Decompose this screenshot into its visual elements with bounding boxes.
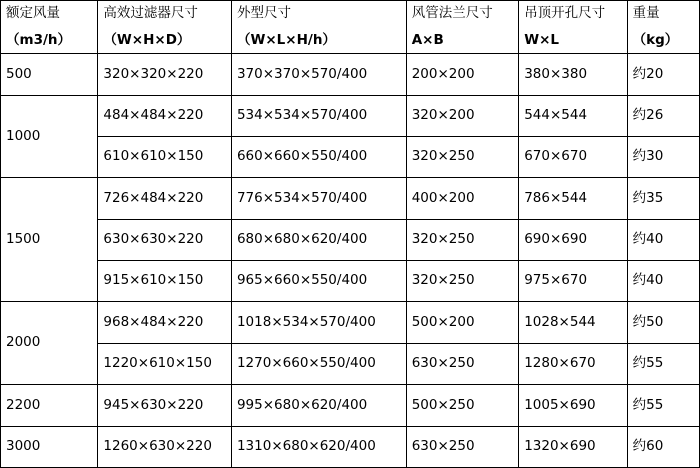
header-weight [627, 1, 699, 54]
table-row [1, 136, 700, 177]
cell-ceiling-opening: 1320×690 [519, 426, 627, 468]
header-outer-dimension-line1: 外型尺寸 [236, 5, 291, 21]
cell-duct-flange: 630×250 [406, 343, 518, 384]
header-filter-size [98, 1, 232, 54]
table-row [1, 385, 700, 426]
cell-weight: 约60 [627, 426, 699, 468]
cell-duct-flange: 500×200 [406, 302, 518, 343]
cell-outer-dimension: 660×660×550/400 [231, 136, 406, 177]
cell-weight: 约55 [627, 343, 699, 384]
cell-outer-dimension: 1310×680×620/400 [231, 426, 406, 468]
cell-airflow: 500 [1, 54, 98, 95]
header-ceiling-opening [519, 1, 627, 54]
cell-outer-dimension: 370×370×570/400 [231, 54, 406, 95]
cell-filter-size: 1260×630×220 [98, 426, 232, 468]
cell-filter-size: 1220×610×150 [98, 343, 232, 384]
table-header-row [1, 1, 700, 54]
cell-airflow: 3000 [1, 426, 98, 468]
header-ceiling-opening-line1: 吊顶开孔尺寸 [524, 5, 606, 21]
header-duct-flange-line2: A×B [411, 31, 444, 48]
table-row [1, 426, 700, 468]
cell-filter-size: 726×484×220 [98, 178, 232, 219]
header-filter-size-line1: 高效过滤器尺寸 [103, 5, 198, 21]
cell-filter-size: 945×630×220 [98, 385, 232, 426]
cell-airflow: 1000 [1, 95, 98, 178]
cell-weight: 约26 [627, 95, 699, 136]
header-ceiling-opening-line2: W×L [524, 31, 559, 48]
cell-weight: 约40 [627, 219, 699, 260]
cell-outer-dimension: 995×680×620/400 [231, 385, 406, 426]
cell-duct-flange: 320×250 [406, 219, 518, 260]
header-airflow-line1: 额定风量 [6, 5, 60, 21]
cell-outer-dimension: 965×660×550/400 [231, 261, 406, 302]
cell-outer-dimension: 1018×534×570/400 [231, 302, 406, 343]
cell-duct-flange: 400×200 [406, 178, 518, 219]
table-row [1, 343, 700, 384]
cell-weight: 约40 [627, 261, 699, 302]
cell-ceiling-opening: 975×670 [519, 261, 627, 302]
cell-airflow: 1500 [1, 178, 98, 302]
cell-filter-size: 915×610×150 [98, 261, 232, 302]
table-row [1, 261, 700, 302]
cell-filter-size: 484×484×220 [98, 95, 232, 136]
cell-ceiling-opening: 380×380 [519, 54, 627, 95]
cell-duct-flange: 320×250 [406, 136, 518, 177]
table-body [1, 54, 700, 468]
cell-filter-size: 968×484×220 [98, 302, 232, 343]
cell-duct-flange: 200×200 [406, 54, 518, 95]
cell-duct-flange: 320×200 [406, 95, 518, 136]
cell-duct-flange: 320×250 [406, 261, 518, 302]
cell-filter-size: 320×320×220 [98, 54, 232, 95]
cell-outer-dimension: 534×534×570/400 [231, 95, 406, 136]
header-airflow-line2: （m3/h） [6, 31, 72, 48]
header-duct-flange-line1: 风管法兰尺寸 [411, 5, 493, 21]
cell-ceiling-opening: 1280×670 [519, 343, 627, 384]
table-row [1, 302, 700, 343]
header-outer-dimension-line2: （W×L×H/h） [236, 31, 336, 48]
table-row [1, 178, 700, 219]
cell-ceiling-opening: 786×544 [519, 178, 627, 219]
cell-weight: 约35 [627, 178, 699, 219]
cell-filter-size: 630×630×220 [98, 219, 232, 260]
cell-outer-dimension: 680×680×620/400 [231, 219, 406, 260]
cell-outer-dimension: 1270×660×550/400 [231, 343, 406, 384]
cell-airflow: 2000 [1, 302, 98, 385]
cell-airflow: 2200 [1, 385, 98, 426]
header-weight-line2: （kg） [632, 31, 679, 48]
cell-ceiling-opening: 690×690 [519, 219, 627, 260]
header-filter-size-line2: （W×H×D） [103, 31, 191, 48]
cell-weight: 约30 [627, 136, 699, 177]
table-row [1, 219, 700, 260]
header-weight-line1: 重量 [632, 5, 660, 21]
header-duct-flange [406, 1, 518, 54]
cell-ceiling-opening: 1005×690 [519, 385, 627, 426]
cell-weight: 约20 [627, 54, 699, 95]
header-outer-dimension [231, 1, 406, 54]
cell-duct-flange: 500×250 [406, 385, 518, 426]
cell-weight: 约55 [627, 385, 699, 426]
cell-filter-size: 610×610×150 [98, 136, 232, 177]
cell-outer-dimension: 776×534×570/400 [231, 178, 406, 219]
cell-weight: 约50 [627, 302, 699, 343]
header-airflow [1, 1, 98, 54]
cell-ceiling-opening: 544×544 [519, 95, 627, 136]
cell-ceiling-opening: 1028×544 [519, 302, 627, 343]
table-row [1, 54, 700, 95]
cell-ceiling-opening: 670×670 [519, 136, 627, 177]
cell-duct-flange: 630×250 [406, 426, 518, 468]
table-row [1, 95, 700, 136]
